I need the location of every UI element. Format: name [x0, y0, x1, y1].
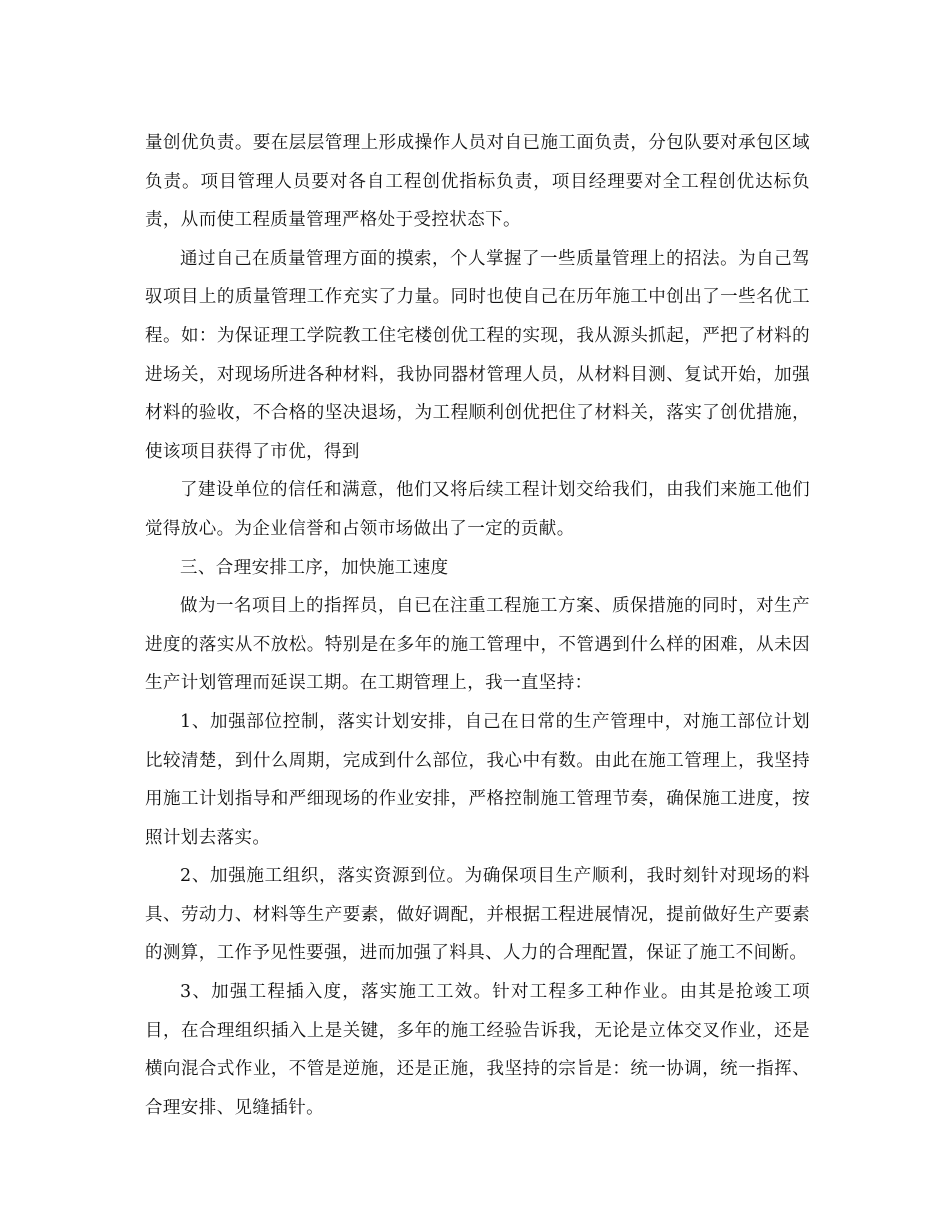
paragraph-5: 做为一名项目上的指挥员，自已在注重工程施工方案、质保措施的同时，对生产进度的落实从不放松。特别是在多年的施工管理中，不管遇到什么样的困难，从未因生产计划管理而延误工期。在工期管理上，我一直坚持： — [145, 596, 810, 694]
paragraph-3: 了建设单位的信任和满意，他们又将后续工程计划交给我们，由我们来施工他们觉得放心。为企业信誉和占领市场做出了一定的贡献。 — [145, 480, 810, 539]
paragraph-2: 通过自己在质量管理方面的摸索，个人掌握了一些质量管理上的招法。为自己驾驭项目上的质量管理工作充实了力量。同时也使自己在历年施工中创出了一些名优工程。如：为保证理工学院教工住宅楼创优工程的实现，我从源头抓起，严把了材料的进场关，对现场所进各种材料，我协同器材管理人员，从材料目测、复试开始，加强材料的验收，不合格的坚决退场，为工程顺利创优把住了材料关，落实了创优措施，使该项目获得了市优，得到 — [145, 248, 810, 462]
list-item-3: 3、加强工程插入度，落实施工工效。针对工程多工种作业。由其是抢竣工项目，在合理组织插入上是关键，多年的施工经验告诉我，无论是立体交叉作业，还是横向混合式作业，不管是逆施，还是正施，我坚持的宗旨是：统一协调，统一指挥、合理安排、见缝插针。 — [145, 982, 810, 1118]
list-item-2: 2、加强施工组织，落实资源到位。为确保项目生产顺利，我时刻针对现场的料具、劳动力、材料等生产要素，做好调配，并根据工程进展情况，提前做好生产要素的测算，工作予见性要强，进而加强了料具、人力的合理配置，保证了施工不间断。 — [145, 866, 810, 964]
document-body — [145, 124, 810, 1127]
section-heading: 三、合理安排工序，加快施工速度 — [180, 557, 449, 578]
paragraph-1: 量创优负责。要在层层管理上形成操作人员对自已施工面负责，分包队要对承包区域负责。项目管理人员要对各自工程创优指标负责，项目经理要对全工程创优达标负责，从而使工程质量管理严格处于受控状态下。 — [145, 133, 810, 231]
list-item-1: 1、加强部位控制，落实计划安排，自己在日常的生产管理中，对施工部位计划比较清楚，到什么周期，完成到什么部位，我心中有数。由此在施工管理上，我坚持用施工计划指导和严细现场的作业安排，严格控制施工管理节奏，确保施工进度，按照计划去落实。 — [145, 711, 810, 848]
